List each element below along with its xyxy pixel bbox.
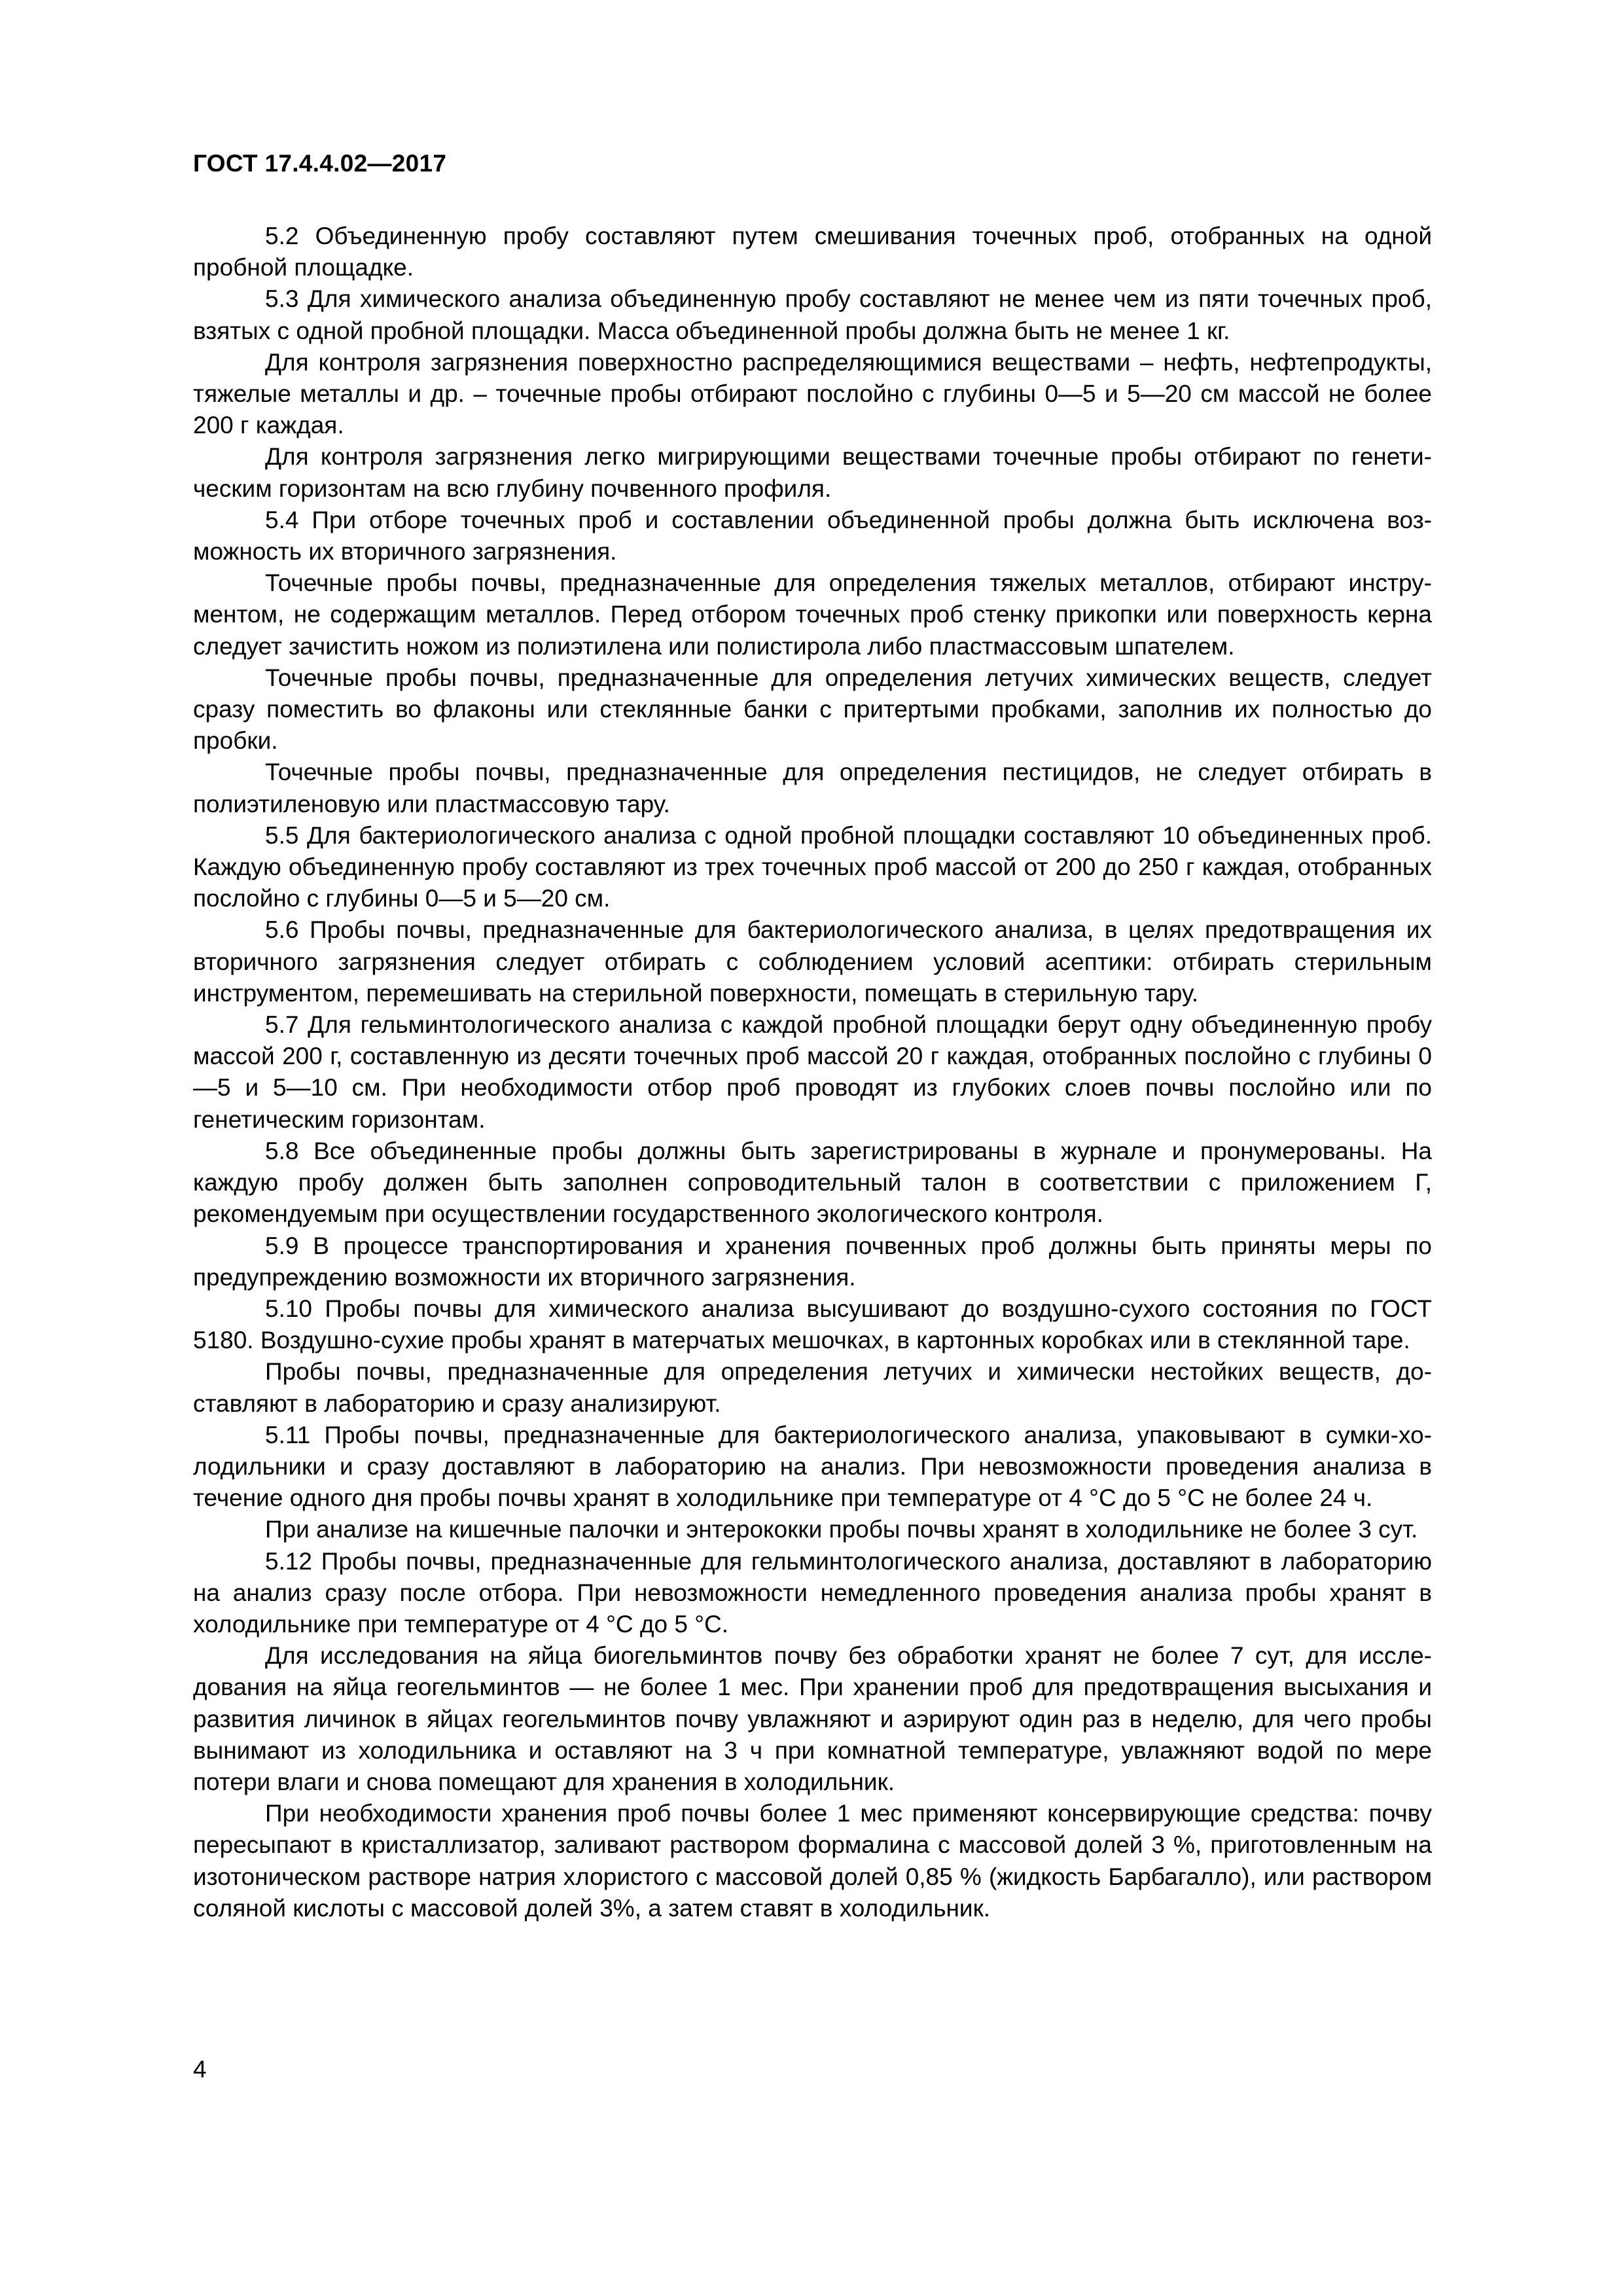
- paragraph-5-8: 5.8 Все объединенные пробы должны быть зарегистрированы в журнале и пронумерованы. На каждую пробу должен быть заполнен сопроводительный талон в соответствии с приложением Г, рекомендуемым при осуществлении государственного экологического контроля.: [193, 1137, 1432, 1228]
- paragraph-5-10: 5.10 Пробы почвы для химического анализа высушивают до воздушно-сухого состояния по ГОСТ 5180. Воздушно-сухие пробы хранят в матерчатых мешочках, в картонных коробках или в стеклянной таре.: [193, 1295, 1432, 1354]
- paragraph-5-9: 5.9 В процессе транспортирования и хранения почвенных проб должны быть приняты меры по предупреждению возможности их вторичного загрязнения.: [193, 1232, 1432, 1291]
- paragraph-5-5: 5.5 Для бактериологического анализа с одной пробной площадки составляют 10 объединенных проб. Каждую объединенную пробу составляют из трех точечных проб массой от 200 до 250 г каждая, отобранных послойно с глубины 0—5 и 5—20 см.: [193, 821, 1432, 912]
- paragraph-intestinal-bacteria: При анализе на кишечные палочки и энтерококки пробы почвы хранят в холодильнике не более 3 сут.: [265, 1516, 1418, 1543]
- paragraph-heavy-metals: Точечные пробы почвы, предназначенные для определения тяжелых металлов, отбирают инструментом, не содержащим металлов. Перед отбором точечных проб стенку прикопки или поверхность керна следует зачистить ножом из полиэтилена или полистирола либо пластмассовым шпателем.: [193, 569, 1432, 660]
- paragraph-5-2: 5.2 Объединенную пробу составляют путем смешивания точечных проб, отобранных на одной пробной площадке.: [193, 223, 1432, 281]
- paragraph-5-7: 5.7 Для гельминтологического анализа с каждой пробной площадки берут одну объединенную пробу массой 200 г, составленную из десяти точечных проб массой 20 г каждая, отобранных послойно с глубины 0—5 и 5—10 см. При необходимости отбор проб проводят из глубоких слоев почвы послойно или по генетическим горизонтам.: [193, 1011, 1432, 1133]
- paragraph-5-4: 5.4 При отборе точечных проб и составлении объединенной пробы должна быть исключена возможность их вторичного загрязнения.: [193, 506, 1432, 565]
- paragraph-pesticides: Точечные пробы почвы, предназначенные для определения пестицидов, не следует отбирать в полиэтиленовую или пластмассовую тару.: [193, 759, 1432, 817]
- paragraph-volatile-delivery: Пробы почвы, предназначенные для определения летучих и химически нестойких веществ, доставляют в лабораторию и сразу анализируют.: [193, 1358, 1432, 1417]
- paragraph-volatile-substances: Точечные пробы почвы, предназначенные для определения летучих химических веществ, следует сразу поместить во флаконы или стеклянные банки с притертыми пробками, заполнив их полностью до пробки.: [193, 664, 1432, 755]
- page-number: 4: [193, 2056, 207, 2083]
- paragraph-migrating-substances: Для контроля загрязнения легко мигрирующими веществами точечные пробы отбирают по генетическим горизонтам на всю глубину почвенного профиля.: [193, 443, 1432, 502]
- standard-header: ГОСТ 17.4.4.02—2017: [193, 150, 447, 177]
- paragraph-5-6: 5.6 Пробы почвы, предназначенные для бактериологического анализа, в целях предотвращения их вторичного загрязнения следует отбирать с соблюдением условий асептики: отбирать стерильным инструментом, перемешивать на стерильной поверхности, помещать в стерильную тару.: [193, 916, 1432, 1007]
- paragraph-preservation: При необходимости хранения проб почвы более 1 мес применяют консервирующие средства: почву пересыпают в кристаллизатор, заливают раствором формалина с массовой долей 3 %, приготовленным на изотоническом растворе натрия хлористого с массовой долей 0,85 % (жидкость Барбагалло), или раствором соляной кислоты с массовой долей 3%, а затем ставят в холодильник.: [193, 1800, 1432, 1922]
- paragraph-helminth-eggs: Для исследования на яйца биогельминтов почву без обработки хранят не более 7 сут, для исследования на яйца геогельминтов — не более 1 мес. При хранении проб для предотвращения высыхания и развития личинок в яйцах геогельминтов почву увлажняют и аэрируют один раз в неделю, для чего пробы вынимают из холодильника и оставляют на 3 ч при комнатной температуре, увлажняют водой по мере потери влаги и снова помещают для хранения в холодильник.: [193, 1642, 1432, 1795]
- paragraph-5-12: 5.12 Пробы почвы, предназначенные для гельминтологического анализа, доставляют в лабораторию на анализ сразу после отбора. При невозможности немедленного проведения анализа пробы хранят в холодильнике при температуре от 4 °С до 5 °С.: [193, 1547, 1432, 1638]
- body-text: [193, 221, 1432, 1924]
- paragraph-5-11: 5.11 Пробы почвы, предназначенные для бактериологического анализа, упаковывают в сумки-холодильники и сразу доставляют в лабораторию на анализ. При невозможности проведения анализа в течение одного дня пробы почвы хранят в холодильнике при температуре от 4 °С до 5 °С не более 24 ч.: [193, 1421, 1432, 1512]
- paragraph-surface-contamination: Для контроля загрязнения поверхностно распределяющимися веществами – нефть, нефтепродукты, тяжелые металлы и др. – точечные пробы отбирают послойно с глубины 0—5 и 5—20 см массой не более 200 г каждая.: [193, 348, 1432, 439]
- paragraph-5-3: 5.3 Для химического анализа объединенную пробу составляют не менее чем из пяти точечных проб, взятых с одной пробной площадки. Масса объединенной пробы должна быть не менее 1 кг.: [193, 285, 1432, 344]
